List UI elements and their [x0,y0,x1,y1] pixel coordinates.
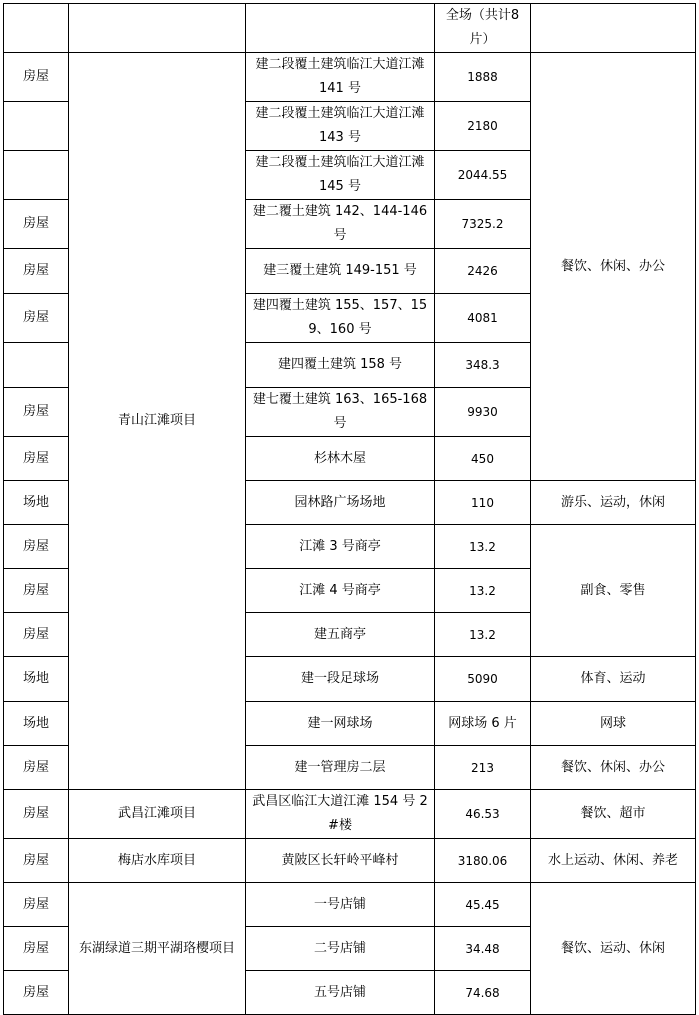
address-cell: 黄陂区长轩岭平峰村 [246,839,435,883]
area-cell: 34.48 [435,927,531,971]
address-cell: 建一段足球场 [246,657,435,702]
property-table [3,3,696,1015]
address-cell: 建二覆土建筑 142、144-146 号 [246,200,435,249]
address-cell: 建五商亭 [246,613,435,657]
area-cell: 45.45 [435,883,531,927]
type-cell: 房屋 [4,200,69,249]
area-cell: 2044.55 [435,151,531,200]
header-use-cell [531,4,696,53]
area-cell: 13.2 [435,613,531,657]
area-cell: 4081 [435,294,531,343]
area-cell: 网球场 6 片 [435,702,531,746]
project-cell: 东湖绿道三期平湖珞樱项目 [69,883,246,1015]
use-cell: 餐饮、休闲、办公 [531,53,696,481]
type-cell [4,102,69,151]
area-cell: 74.68 [435,971,531,1015]
type-cell [4,343,69,388]
table-row [4,839,696,883]
address-cell: 建四覆土建筑 158 号 [246,343,435,388]
address-cell: 建七覆土建筑 163、165-168 号 [246,388,435,437]
address-cell: 建二段覆土建筑临江大道江滩 141 号 [246,53,435,102]
type-cell: 房屋 [4,746,69,790]
area-cell: 2180 [435,102,531,151]
area-cell: 450 [435,437,531,481]
header-type-cell [4,4,69,53]
type-cell: 房屋 [4,839,69,883]
type-cell [4,151,69,200]
type-cell: 房屋 [4,613,69,657]
header-project-cell [69,4,246,53]
area-cell: 46.53 [435,790,531,839]
type-cell: 房屋 [4,569,69,613]
area-cell: 13.2 [435,569,531,613]
address-cell: 建三覆土建筑 149-151 号 [246,249,435,294]
area-cell: 9930 [435,388,531,437]
use-cell: 餐饮、休闲、办公 [531,746,696,790]
use-cell: 网球 [531,702,696,746]
address-cell: 江滩 4 号商亭 [246,569,435,613]
area-cell: 2426 [435,249,531,294]
type-cell: 场地 [4,702,69,746]
address-cell: 建一管理房二层 [246,746,435,790]
address-cell: 二号店铺 [246,927,435,971]
area-cell: 5090 [435,657,531,702]
area-cell: 110 [435,481,531,525]
type-cell: 场地 [4,481,69,525]
address-cell: 建一网球场 [246,702,435,746]
address-cell: 五号店铺 [246,971,435,1015]
type-cell: 房屋 [4,971,69,1015]
address-cell: 园林路广场场地 [246,481,435,525]
area-cell: 13.2 [435,525,531,569]
address-cell: 建四覆土建筑 155、157、159、160 号 [246,294,435,343]
address-cell: 一号店铺 [246,883,435,927]
table-row [4,53,696,102]
area-cell: 7325.2 [435,200,531,249]
address-cell: 建二段覆土建筑临江大道江滩 145 号 [246,151,435,200]
type-cell: 房屋 [4,53,69,102]
type-cell: 房屋 [4,437,69,481]
use-cell: 游乐、运动，休闲 [531,481,696,525]
address-cell: 武昌区临江大道江滩 154 号 2#楼 [246,790,435,839]
area-cell: 213 [435,746,531,790]
header-area-cell: 全场（共计8片） [435,4,531,53]
table-row [4,790,696,839]
type-cell: 房屋 [4,790,69,839]
type-cell: 房屋 [4,249,69,294]
table-row [4,883,696,927]
area-cell: 3180.06 [435,839,531,883]
address-cell: 江滩 3 号商亭 [246,525,435,569]
use-cell: 水上运动、休闲、养老 [531,839,696,883]
use-cell: 餐饮、超市 [531,790,696,839]
type-cell: 房屋 [4,927,69,971]
type-cell: 房屋 [4,883,69,927]
use-cell: 体育、运动 [531,657,696,702]
project-cell: 青山江滩项目 [69,53,246,790]
address-cell: 杉林木屋 [246,437,435,481]
type-cell: 房屋 [4,388,69,437]
use-cell: 餐饮、运动、休闲 [531,883,696,1015]
type-cell: 房屋 [4,294,69,343]
project-cell: 梅店水库项目 [69,839,246,883]
area-cell: 348.3 [435,343,531,388]
type-cell: 房屋 [4,525,69,569]
area-cell: 1888 [435,53,531,102]
project-cell: 武昌江滩项目 [69,790,246,839]
use-cell: 副食、零售 [531,525,696,657]
type-cell: 场地 [4,657,69,702]
header-address-cell [246,4,435,53]
header-row [4,4,696,53]
address-cell: 建二段覆土建筑临江大道江滩 143 号 [246,102,435,151]
